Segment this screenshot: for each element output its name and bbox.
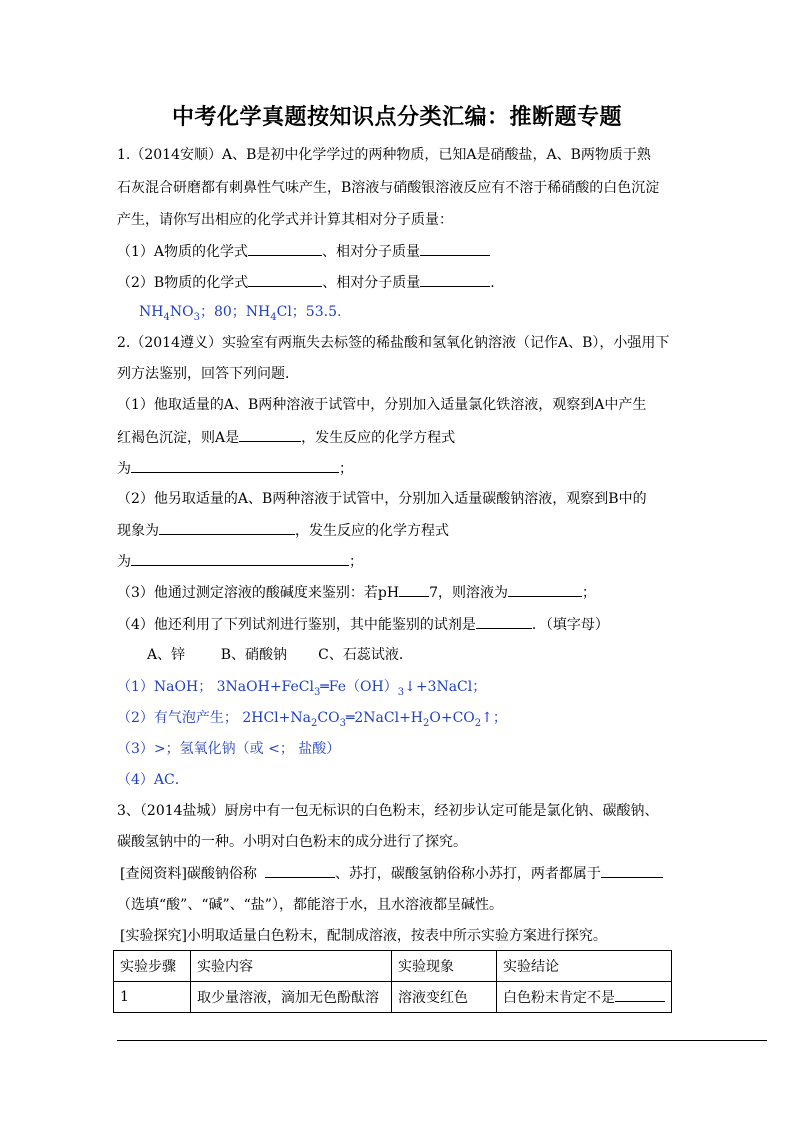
q3-info-text: [查阅资料]碳酸钠俗称	[120, 866, 257, 882]
q2-answer-part: ═2NaCl+H	[345, 710, 424, 726]
q2-part1-text: 红褐色沉淀，则A是	[117, 430, 240, 446]
q3-stem-line-1: 3、（2014盐城）厨房中有一包无标识的白色粉末，经初步认定可能是氯化钠、碳酸钠、	[117, 803, 659, 819]
q2-answer-sub: 3	[397, 686, 405, 698]
q2-part1-line-1: （1）他取适量的A、B两种溶液于试管中，分别加入适量氯化铁溶液，观察到A中产生	[117, 397, 647, 413]
q3-info-blank-category[interactable]	[601, 863, 663, 878]
q2-part4-text: ．（填字母）	[531, 617, 609, 633]
q1-stem-line-2: 石灰混合研磨都有刺鼻性气味产生，B溶液与硝酸银溶液反应有不溶于稀硝酸的白色沉淀	[117, 180, 660, 196]
q2-answer-sub: 2	[423, 717, 430, 729]
q2-part3-text: 7，则溶液为	[429, 585, 508, 601]
q1-sub2-label: （2）B物质的化学式	[117, 275, 249, 291]
q2-part2-text: 为	[117, 554, 131, 570]
q1-sub1-blank-formula[interactable]	[248, 241, 322, 256]
table-header-row	[114, 951, 672, 982]
q1-answer-part: Cl；53.5.	[276, 304, 342, 320]
q1-stem-line-3: 产生，请你写出相应的化学式并计算其相对分子质量：	[117, 212, 453, 228]
q1-sub2-blank-formula[interactable]	[248, 272, 322, 287]
q2-part1-line-2	[117, 427, 455, 448]
q2-answer-4: （4）AC．	[117, 772, 189, 788]
q2-answer-sub: 3	[313, 686, 321, 698]
q2-stem-line-1: 2.（2014遵义）实验室有两瓶失去标签的稀盐酸和氢氧化钠溶液（记作A、B），小强用下	[117, 335, 670, 351]
q2-part4-text: （4）他还利用了下列试剂进行鉴别，其中能鉴别的试剂是	[117, 617, 476, 633]
table-cell	[497, 982, 672, 1013]
q1-answer-sub: 3	[193, 311, 200, 323]
q1-answer-sub: 4	[163, 311, 170, 323]
q2-options: A、锌 B、硝酸钠 C、石蕊试液．	[147, 647, 413, 663]
q3-info-text: 、苏打，碳酸氢钠俗称小苏打，两者都属于	[334, 866, 601, 882]
q2-part2-line-1: （2）他另取适量的A、B两种溶液于试管中，分别加入适量碳酸钠溶液，观察到B中的	[117, 491, 647, 507]
q2-part3-text: ；	[582, 585, 596, 601]
q1-answer-sub: 4	[270, 311, 277, 323]
table-header-cell: 实验步骤	[114, 951, 191, 982]
q2-part2-line-3	[117, 551, 363, 572]
q2-part2-text: ；	[349, 554, 363, 570]
q1-sub1-mass-label: 、相对分子质量	[322, 244, 421, 260]
q3-info-line-2: （选填“酸”、“碱”、“盐”），都能溶于水，且水溶液都呈碱性。	[117, 897, 503, 913]
q2-answer-part: ═Fe（OH）	[320, 679, 398, 695]
q2-answer-sub: 2	[311, 717, 318, 729]
table-row	[114, 982, 672, 1013]
table-header-cell: 实验现象	[392, 951, 497, 982]
q2-part4	[117, 614, 609, 635]
q2-answer-part: （1）NaOH； 3NaOH+FeCl	[117, 679, 314, 695]
q2-part1-text: ；	[339, 461, 353, 477]
q2-answer-sub: 3	[339, 717, 346, 729]
q1-sub2-blank-mass[interactable]	[420, 272, 490, 287]
q2-answer-part: ↓+3NaCl；	[404, 679, 487, 695]
q1-sub-question-1	[117, 241, 490, 262]
q2-answer-part: ↑；	[481, 710, 507, 726]
table-cell-text: 白色粉末肯定不是	[503, 990, 615, 1006]
q2-part3	[117, 582, 596, 603]
q2-part3-blank-compare[interactable]	[399, 582, 429, 597]
q1-sub-question-2	[117, 272, 495, 293]
page-title: 中考化学真题按知识点分类汇编：推断题专题	[171, 104, 622, 130]
q2-part2-text: ，发生反应的化学方程式	[295, 523, 449, 539]
q1-sub2-mass-label: 、相对分子质量	[322, 275, 421, 291]
q3-explore: [实验探究]小明取适量白色粉末，配制成溶液，按表中所示实验方案进行探究。	[120, 928, 607, 944]
q2-answer-sub: 2	[474, 717, 482, 729]
experiment-table	[113, 950, 672, 1013]
q2-part3-text: （3）他通过测定溶液的酸碱度来鉴别：若pH	[117, 585, 400, 601]
table-cell: 取少量溶液，滴加无色酚酞溶	[191, 982, 392, 1013]
table-cell: 1	[114, 982, 191, 1013]
q2-part4-blank-reagent[interactable]	[476, 614, 532, 629]
q1-sub1-blank-mass[interactable]	[420, 241, 490, 256]
q2-part1-text: 为	[117, 461, 131, 477]
q2-part1-text: ，发生反应的化学方程式	[301, 430, 456, 446]
q2-part1-line-3	[117, 458, 353, 479]
q3-table-blank-conclusion[interactable]	[615, 987, 665, 1002]
q1-sub1-label: （1）A物质的化学式	[117, 244, 249, 260]
q2-part2-line-2	[117, 520, 449, 541]
q1-answer-part: NO	[169, 304, 194, 320]
q2-answer-part: CO	[317, 710, 340, 726]
q2-part2-blank-phenomenon[interactable]	[159, 520, 295, 535]
q3-info-line-1	[120, 863, 663, 884]
q2-part3-blank-solution[interactable]	[508, 582, 582, 597]
q1-stem-line-1: 1.（2014安顺）A、B是初中化学学过的两种物质，已知A是硝酸盐，A、B两物质于熟	[117, 147, 651, 163]
q2-answer-3: （3）>；氢氧化钠（或 <； 盐酸）	[117, 741, 341, 757]
q2-part1-blank-a[interactable]	[239, 427, 301, 442]
q1-answer	[139, 302, 341, 328]
table-header-cell: 实验结论	[497, 951, 672, 982]
q2-part1-blank-equation[interactable]	[131, 458, 339, 473]
q2-answer-part: （2）有气泡产生； 2HCl+Na	[117, 710, 311, 726]
q1-answer-part: ；80；NH	[199, 304, 271, 320]
q2-answer-2	[117, 708, 507, 734]
bottom-divider	[117, 1040, 767, 1041]
table-cell: 溶液变红色	[392, 982, 497, 1013]
q2-part2-text: 现象为	[117, 523, 159, 539]
q2-answer-1	[117, 677, 486, 703]
table-header-cell: 实验内容	[191, 951, 392, 982]
q1-sub2-end: .	[490, 275, 495, 291]
q3-stem-line-2: 碳酸氢钠中的一种。小明对白色粉末的成分进行了探究。	[117, 834, 467, 850]
q2-stem-line-2: 列方法鉴别，回答下列问题．	[117, 366, 299, 382]
q2-part2-blank-equation[interactable]	[131, 551, 349, 566]
q1-answer-part: NH	[139, 304, 164, 320]
q2-answer-part: O+CO	[429, 710, 475, 726]
q3-info-blank-common-name[interactable]	[265, 863, 335, 878]
